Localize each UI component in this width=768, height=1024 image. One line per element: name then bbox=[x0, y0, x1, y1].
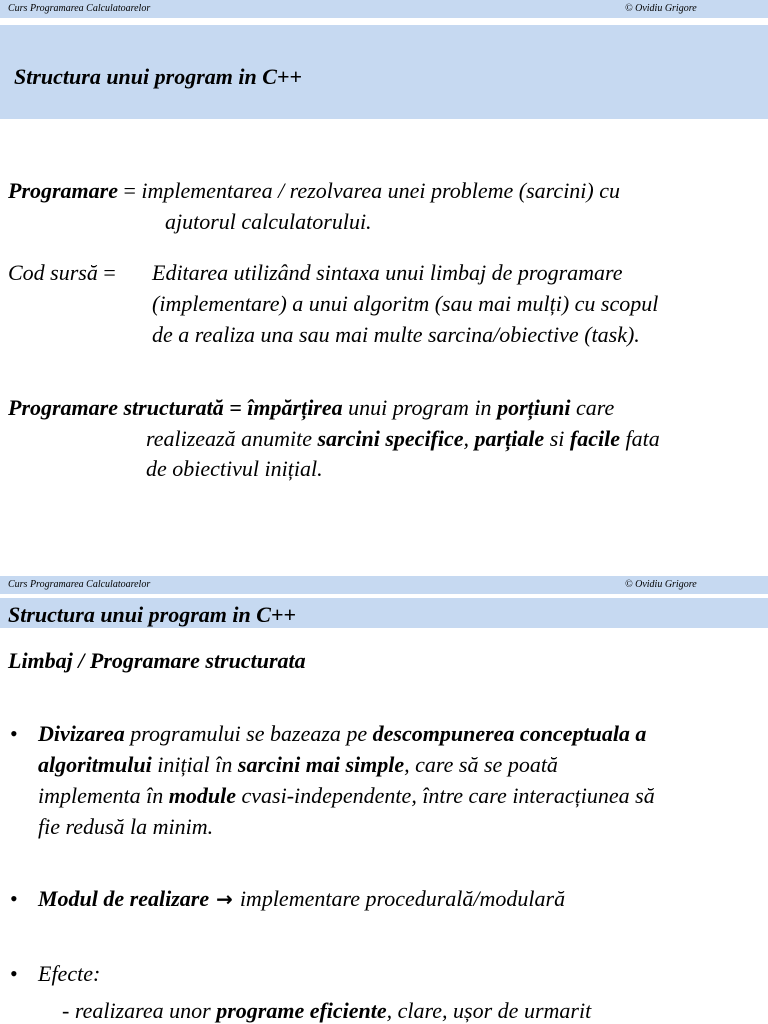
copyright: © Ovidiu Grigore bbox=[625, 579, 697, 590]
b1-line4: fie redusă la minim. bbox=[38, 814, 214, 839]
slide2-header-bar bbox=[0, 576, 768, 594]
def2-text2: (implementare) a unui algoritm (sau mai mulți) cu scopul bbox=[152, 291, 659, 316]
copyright: © Ovidiu Grigore bbox=[625, 3, 697, 14]
b3-label: Efecte: bbox=[38, 961, 101, 986]
def1-line2: ajutorul calculatorului. bbox=[165, 209, 372, 234]
bullet: • bbox=[10, 721, 18, 746]
slide2-subtitle: Limbaj / Programare structurata bbox=[8, 648, 306, 673]
b2-line: Modul de realizare → implementare procedurală/modulară bbox=[38, 886, 566, 911]
def2-text1: Editarea utilizând sintaxa unui limbaj de programare bbox=[152, 260, 623, 285]
def2-text3: de a realiza una sau mai multe sarcina/obiective (task). bbox=[152, 322, 640, 347]
bullet: • bbox=[10, 886, 18, 911]
course-name: Curs Programarea Calculatoarelor bbox=[8, 3, 151, 14]
slide1-header-bar bbox=[0, 0, 768, 18]
course-name: Curs Programarea Calculatoarelor bbox=[8, 579, 151, 590]
right-arrow-icon: → bbox=[209, 887, 240, 911]
b1-line2: algoritmului inițial în sarcini mai simple, care să se poată bbox=[38, 752, 558, 777]
bullet: • bbox=[10, 961, 18, 986]
def2-line1: Cod sursă = bbox=[8, 260, 116, 285]
def3-line1: Programare structurată = împărțirea unui program in porțiuni care bbox=[8, 395, 615, 420]
b1-line3: implementa în module cvasi-independente, între care interacțiunea să bbox=[38, 783, 655, 808]
def3-line2: realizează anumite sarcini specifice, parțiale si facile fata bbox=[146, 426, 660, 451]
b3-line: - realizarea unor programe eficiente, clare, ușor de urmarit bbox=[62, 998, 592, 1023]
b1-line1: Divizarea programului se bazeaza pe descompunerea conceptuala a bbox=[38, 721, 647, 746]
slide1-title: Structura unui program in C++ bbox=[14, 64, 302, 89]
slide2-title: Structura unui program in C++ bbox=[8, 602, 296, 627]
def1-line1: Programare = implementarea / rezolvarea unei probleme (sarcini) cu bbox=[8, 178, 621, 203]
def3-line3: de obiectivul inițial. bbox=[146, 456, 323, 481]
